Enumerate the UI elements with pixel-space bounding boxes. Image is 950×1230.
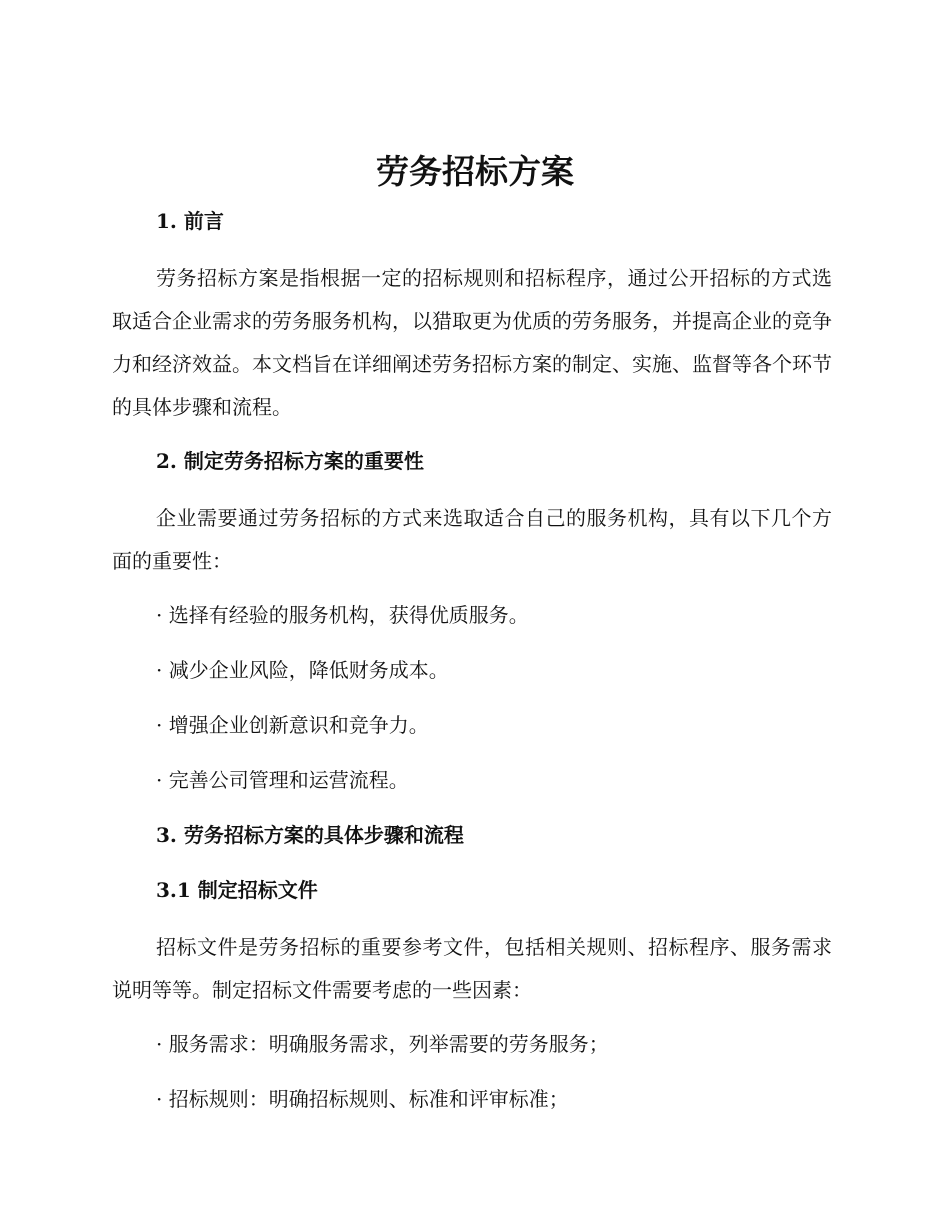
list-item: · 完善公司管理和运营流程。: [156, 768, 409, 792]
subsection-heading-tender-docs: 3.1 制定招标文件: [156, 878, 318, 902]
document-body: [112, 202, 832, 1135]
section-heading-intro: 1. 前言: [156, 209, 224, 233]
section-heading-importance: 2. 制定劳务招标方案的重要性: [156, 449, 424, 473]
list-item: · 招标规则：明确招标规则、标准和评审标准；: [156, 1087, 569, 1111]
importance-paragraph: 企业需要通过劳务招标的方式来选取适合自己的服务机构，具有以下几个方面的重要性：: [112, 506, 832, 573]
list-item: · 服务需求：明确服务需求，列举需要的劳务服务；: [156, 1032, 609, 1056]
page-title: 劳务招标方案: [376, 152, 574, 191]
intro-paragraph: 劳务招标方案是指根据一定的招标规则和招标程序，通过公开招标的方式选取适合企业需求的劳务服务机构，以猎取更为优质的劳务服务，并提高企业的竞争力和经济效益。本文档旨在详细阐述劳务招标方案的制定、实施、监督等各个环节的具体步骤和流程。: [112, 266, 832, 419]
list-item: · 增强企业创新意识和竞争力。: [156, 713, 429, 737]
list-item: · 选择有经验的服务机构，获得优质服务。: [156, 603, 529, 627]
section-heading-steps: 3. 劳务招标方案的具体步骤和流程: [156, 823, 464, 847]
tender-docs-paragraph: 招标文件是劳务招标的重要参考文件，包括相关规则、招标程序、服务需求说明等等。制定招标文件需要考虑的一些因素：: [112, 935, 832, 1002]
list-item: · 减少企业风险，降低财务成本。: [156, 658, 449, 682]
